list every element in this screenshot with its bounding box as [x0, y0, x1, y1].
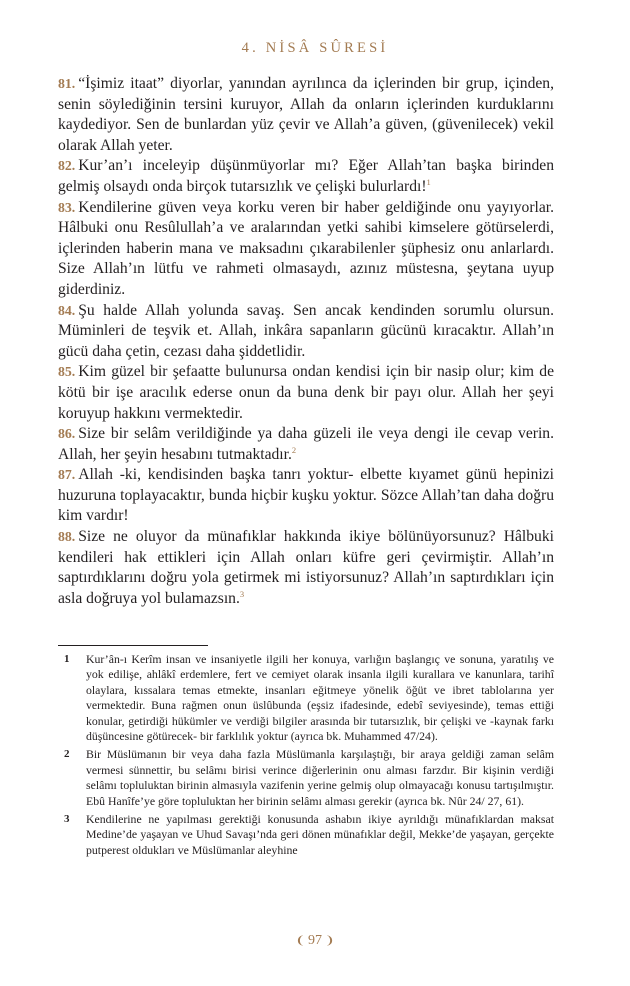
verse-number: 85. — [58, 364, 76, 380]
verse-number: 83. — [58, 199, 76, 215]
footnote-reference[interactable]: 3 — [239, 588, 245, 599]
footnote-reference[interactable]: 1 — [426, 176, 431, 187]
verse-88 — [58, 527, 554, 609]
footnote-3 — [58, 812, 554, 858]
verse-86 — [58, 424, 554, 465]
verse-text: Allah -ki, kendisinden başka tanrı yoktur- elbette kıyamet günü hepinizi huzuruna toplayacaktır, bunda hiçbir kuşku yoktur. Sözce Allah’tan daha doğru kim vardır! — [58, 466, 554, 525]
footnote-text: Kur’ân-ı Kerîm insan ve insaniyetle ilgili her konuya, varlığın başlangıç ve sonuna, yaratılış ve yok edilişe, ahlâkî erdemlere, fert ve cemiyet olarak insanla ilgili kurallara ve kanunlara, tarihî olaylara, kıssalara temas etmekte, insanları eğitmeye yönelik öğüt ve ibret tablolarına yer vermektedir. Buna rağmen onun üslûbunda (eşsiz ifadesinde, edebî seviyesinde), temas ettiği konular, getirdiği hükümler ve verdiği bilgiler arasında bir tutarsızlık, bir çelişki ve -kaynak farkı düşüncesine götürecek- bir farklılık yoktur (ayrıca bk. Muhammed 47/24). — [86, 652, 554, 744]
verse-text: Kendilerine güven veya korku veren bir haber geldiğinde onu yayıyorlar. Hâlbuki onu Resûlullah’a ve aralarından yetki sahibi kimselere götürselerdi, içlerinden haberin mana ve maksadını çıkarabilenler şüphesiz onu anlarlardı. Size Allah’ın lütfu ve rahmeti olmasaydı, azınız müstesna, şeytana uyup giderdiniz. — [58, 198, 554, 298]
verse-number: 82. — [58, 158, 76, 174]
verse-85 — [58, 362, 554, 424]
verse-body — [58, 74, 554, 609]
verse-number: 84. — [58, 302, 76, 318]
verse-81 — [58, 74, 554, 156]
verse-text: Kim güzel bir şefaatte bulunursa ondan kendisi için bir nasip olur; kim de kötü bir işe aracılık ederse onun da buna denk bir payı olur. Allah her şeyi koruyup hakkını vermektedir. — [58, 363, 554, 422]
verse-number: 88. — [58, 529, 76, 545]
footnote-2 — [58, 747, 554, 809]
footnote-1 — [58, 652, 554, 744]
footnote-text: Kendilerine ne yapılması gerektiği konusunda ashabın ikiye ayrıldığı münafıklardan maksat Medine’de yaşayan ve Uhud Savaşı’nda geri dönen münafıklar değil, Mekke’de yaşayan, gerçekte putperest oldukları ve Müslümanlar aleyhine — [86, 812, 554, 857]
footnote-number: 3 — [64, 813, 70, 826]
right-ornament-icon: ❩ — [325, 935, 335, 947]
footnotes — [58, 652, 554, 861]
verse-84 — [58, 301, 554, 363]
verse-text: Şu halde Allah yolunda savaş. Sen ancak kendinden sorumlu olursun. Müminleri de teşvik et. Allah, inkâra sapanların gücünü kıracaktır. Allah’ın gücü daha çetin, cezası daha şiddetlidir. — [58, 301, 554, 360]
verse-number: 81. — [58, 76, 76, 91]
verse-text: Kur’an’ı inceleyip düşünmüyorlar mı? Eğer Allah’tan başka birinden gelmiş olsaydı onda birçok tutarsızlık ve çelişki bulurlardı! — [58, 157, 554, 195]
verse-83 — [58, 198, 554, 301]
verse-text: “İşimiz itaat” diyorlar, yanından ayrılınca da içlerinden bir grup, içinden, senin söylediğinin tersini kuruyor, Allah da onların içlerinden kurduklarını kaydediyor. Sen de bunlardan yüz çevir ve Allah’a güven, (güvenilecek) vekil olarak Allah yeter. — [58, 75, 554, 154]
verse-87 — [58, 465, 554, 527]
footnote-number: 2 — [64, 748, 70, 761]
page-number-value: 97 — [308, 933, 322, 948]
chapter-header: 4. NİSÂ SÛRESİ — [241, 40, 389, 56]
verse-number: 87. — [58, 467, 76, 483]
verse-text: Size bir selâm verildiğinde ya daha güzeli ile veya dengi ile cevap verin. Allah, her şeyin hesabını tutmaktadır. — [58, 425, 554, 463]
verse-82 — [58, 156, 554, 197]
footnote-text: Bir Müslümanın bir veya daha fazla Müslümanla karşılaştığı, bir araya geldiği zaman selâm vermesi sünnettir, bu selâmı birisi verince diğerlerinin onu alması farzdır. Bir kişinin verdiği selâmı topluluktan birinin almasıyla vazifenin yerine gelmiş olup olmayacağı konusu tartışılmıştır. Ebû Hanîfe’ye göre topluluktan her birinin selâmı alması gerekir (ayrıca bk. Nûr 24/ 27, 61). — [86, 747, 554, 808]
verse-text: Size ne oluyor da münafıklar hakkında ikiye bölünüyorsunuz? Hâlbuki kendileri hak ettikleri için Allah onları küfre geri çevirmiştir. Allah’ın saptırdıklarını doğru yola getirmek mi istiyorsunuz? Allah’ın saptırdıkları için asla doğruya yol bulamazsın. — [58, 528, 554, 607]
left-ornament-icon: ❨ — [295, 935, 305, 947]
verse-number: 86. — [58, 426, 76, 442]
footnote-divider — [58, 645, 208, 646]
footnote-number: 1 — [64, 653, 70, 665]
footnote-reference[interactable]: 2 — [291, 444, 297, 455]
page-number — [0, 933, 630, 949]
